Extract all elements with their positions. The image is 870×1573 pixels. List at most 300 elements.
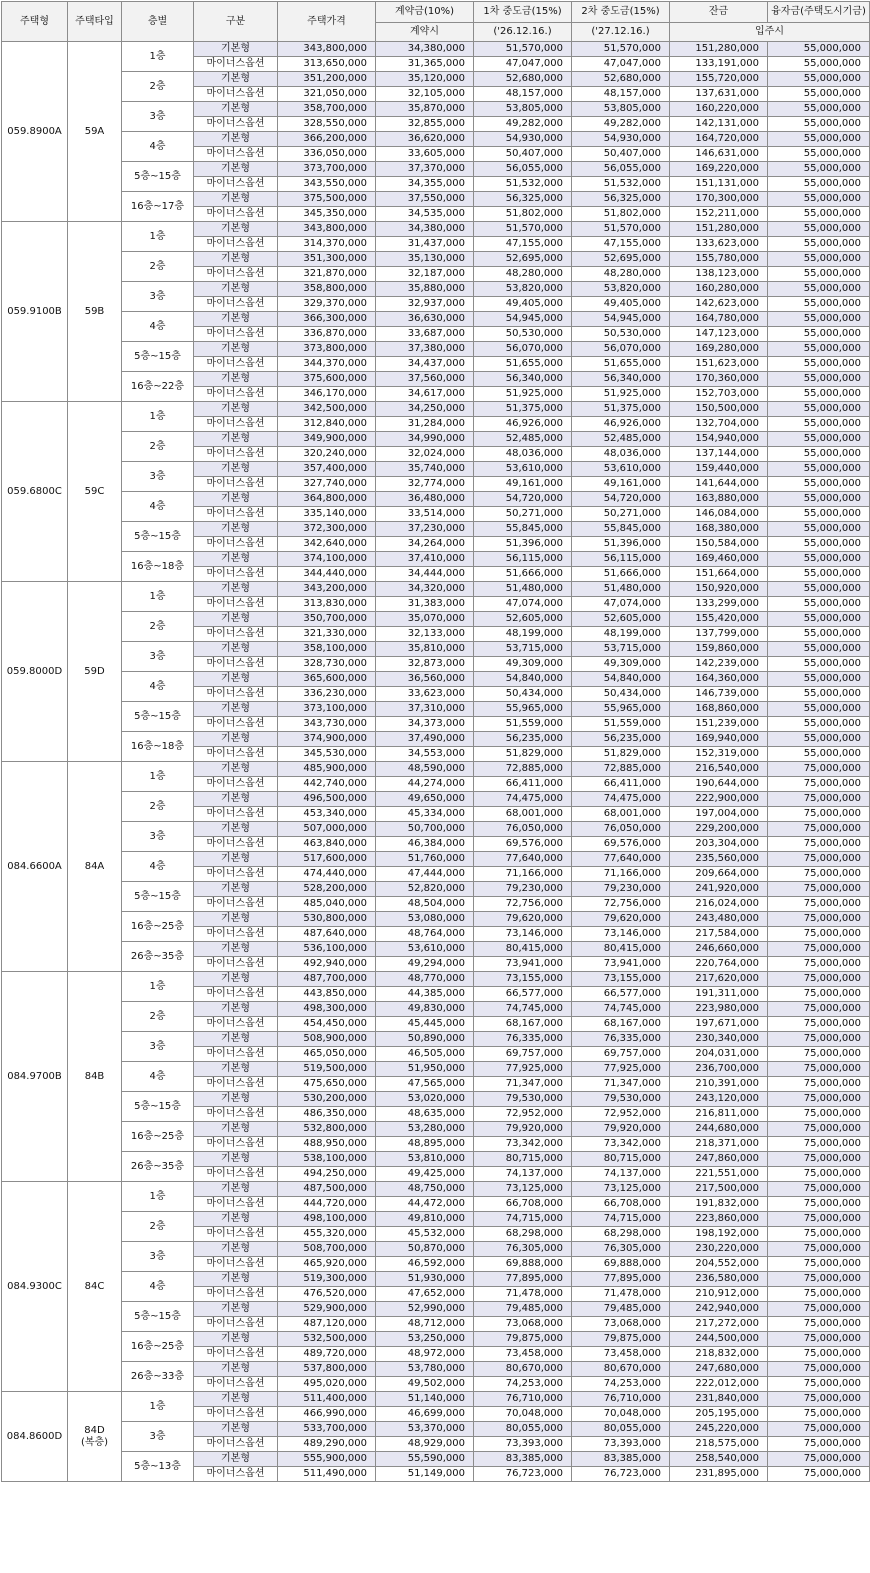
mid2-cell: 70,048,000 — [572, 1407, 670, 1422]
balance-cell: 245,220,000 — [670, 1422, 768, 1437]
table-row — [2, 1092, 870, 1107]
price-cell: 343,200,000 — [278, 582, 376, 597]
table-row — [2, 762, 870, 777]
loan-cell: 55,000,000 — [768, 387, 870, 402]
loan-cell: 75,000,000 — [768, 1407, 870, 1422]
loan-cell: 55,000,000 — [768, 552, 870, 567]
mid2-cell: 51,829,000 — [572, 747, 670, 762]
mid2-cell: 51,559,000 — [572, 717, 670, 732]
deposit-cell: 36,620,000 — [376, 132, 474, 147]
price-cell: 494,250,000 — [278, 1167, 376, 1182]
mid1-cell: 48,199,000 — [474, 627, 572, 642]
deposit-cell: 49,425,000 — [376, 1167, 474, 1182]
mid2-cell: 54,840,000 — [572, 672, 670, 687]
deposit-cell: 53,250,000 — [376, 1332, 474, 1347]
deposit-cell: 55,590,000 — [376, 1452, 474, 1467]
deposit-cell: 53,810,000 — [376, 1152, 474, 1167]
mid2-cell: 79,530,000 — [572, 1092, 670, 1107]
option-cell: 마이너스옵션 — [194, 987, 278, 1002]
mid1-cell: 73,393,000 — [474, 1437, 572, 1452]
deposit-cell: 31,437,000 — [376, 237, 474, 252]
mid2-cell: 50,271,000 — [572, 507, 670, 522]
table-row — [2, 1452, 870, 1467]
header-floor: 층별 — [122, 2, 194, 42]
balance-cell: 133,191,000 — [670, 57, 768, 72]
floor-cell: 1층 — [122, 972, 194, 1002]
floor-cell: 4층 — [122, 852, 194, 882]
mid2-cell: 51,532,000 — [572, 177, 670, 192]
floor-cell: 3층 — [122, 1242, 194, 1272]
option-cell: 기본형 — [194, 1422, 278, 1437]
subheader-deposit: 계약시 — [376, 23, 474, 42]
option-cell: 기본형 — [194, 162, 278, 177]
option-cell: 마이너스옵션 — [194, 1467, 278, 1482]
loan-cell: 75,000,000 — [768, 1437, 870, 1452]
deposit-cell: 34,355,000 — [376, 177, 474, 192]
option-cell: 기본형 — [194, 1092, 278, 1107]
balance-cell: 138,123,000 — [670, 267, 768, 282]
table-row — [2, 1212, 870, 1227]
mid1-cell: 54,840,000 — [474, 672, 572, 687]
mid2-cell: 72,885,000 — [572, 762, 670, 777]
type-code-cell: 59B — [68, 222, 122, 402]
balance-cell: 218,832,000 — [670, 1347, 768, 1362]
balance-cell: 151,239,000 — [670, 717, 768, 732]
mid1-cell: 68,001,000 — [474, 807, 572, 822]
price-cell: 453,340,000 — [278, 807, 376, 822]
mid1-cell: 73,155,000 — [474, 972, 572, 987]
deposit-cell: 45,334,000 — [376, 807, 474, 822]
mid1-cell: 50,407,000 — [474, 147, 572, 162]
option-cell: 기본형 — [194, 552, 278, 567]
mid2-cell: 68,001,000 — [572, 807, 670, 822]
price-cell: 496,500,000 — [278, 792, 376, 807]
mid1-cell: 74,745,000 — [474, 1002, 572, 1017]
price-cell: 487,640,000 — [278, 927, 376, 942]
loan-cell: 75,000,000 — [768, 1377, 870, 1392]
deposit-cell: 32,105,000 — [376, 87, 474, 102]
option-cell: 기본형 — [194, 372, 278, 387]
price-cell: 345,530,000 — [278, 747, 376, 762]
deposit-cell: 51,149,000 — [376, 1467, 474, 1482]
loan-cell: 55,000,000 — [768, 432, 870, 447]
table-row — [2, 702, 870, 717]
mid1-cell: 56,235,000 — [474, 732, 572, 747]
mid2-cell: 51,570,000 — [572, 42, 670, 57]
option-cell: 마이너스옵션 — [194, 1137, 278, 1152]
type-cell: 059.8000D — [2, 582, 68, 762]
deposit-cell: 53,370,000 — [376, 1422, 474, 1437]
mid2-cell: 56,340,000 — [572, 372, 670, 387]
floor-cell: 5층~15층 — [122, 522, 194, 552]
loan-cell: 75,000,000 — [768, 957, 870, 972]
loan-cell: 75,000,000 — [768, 897, 870, 912]
mid2-cell: 51,570,000 — [572, 222, 670, 237]
header-option: 구분 — [194, 2, 278, 42]
mid2-cell: 50,407,000 — [572, 147, 670, 162]
table-row — [2, 1062, 870, 1077]
balance-cell: 151,280,000 — [670, 42, 768, 57]
price-cell: 507,000,000 — [278, 822, 376, 837]
option-cell: 마이너스옵션 — [194, 567, 278, 582]
floor-cell: 5층~15층 — [122, 162, 194, 192]
deposit-cell: 34,380,000 — [376, 222, 474, 237]
price-cell: 508,900,000 — [278, 1032, 376, 1047]
loan-cell: 75,000,000 — [768, 1272, 870, 1287]
option-cell: 마이너스옵션 — [194, 1227, 278, 1242]
deposit-cell: 48,770,000 — [376, 972, 474, 987]
deposit-cell: 51,950,000 — [376, 1062, 474, 1077]
balance-cell: 247,680,000 — [670, 1362, 768, 1377]
balance-cell: 244,500,000 — [670, 1332, 768, 1347]
subheader-mid2: ('27.12.16.) — [572, 23, 670, 42]
price-cell: 320,240,000 — [278, 447, 376, 462]
mid1-cell: 51,802,000 — [474, 207, 572, 222]
balance-cell: 150,920,000 — [670, 582, 768, 597]
option-cell: 마이너스옵션 — [194, 1047, 278, 1062]
price-cell: 444,720,000 — [278, 1197, 376, 1212]
mid2-cell: 71,347,000 — [572, 1077, 670, 1092]
balance-cell: 160,280,000 — [670, 282, 768, 297]
mid2-cell: 53,610,000 — [572, 462, 670, 477]
mid2-cell: 56,325,000 — [572, 192, 670, 207]
header-balance: 잔금 — [670, 2, 768, 23]
price-cell: 358,800,000 — [278, 282, 376, 297]
balance-cell: 216,540,000 — [670, 762, 768, 777]
mid2-cell: 80,055,000 — [572, 1422, 670, 1437]
price-cell: 465,050,000 — [278, 1047, 376, 1062]
option-cell: 마이너스옵션 — [194, 1197, 278, 1212]
deposit-cell: 34,990,000 — [376, 432, 474, 447]
option-cell: 마이너스옵션 — [194, 1437, 278, 1452]
deposit-cell: 35,130,000 — [376, 252, 474, 267]
mid2-cell: 52,605,000 — [572, 612, 670, 627]
balance-cell: 217,500,000 — [670, 1182, 768, 1197]
loan-cell: 75,000,000 — [768, 1227, 870, 1242]
balance-cell: 230,340,000 — [670, 1032, 768, 1047]
mid2-cell: 49,161,000 — [572, 477, 670, 492]
deposit-cell: 33,687,000 — [376, 327, 474, 342]
deposit-cell: 48,635,000 — [376, 1107, 474, 1122]
price-cell: 498,300,000 — [278, 1002, 376, 1017]
option-cell: 마이너스옵션 — [194, 807, 278, 822]
deposit-cell: 32,187,000 — [376, 267, 474, 282]
mid2-cell: 68,298,000 — [572, 1227, 670, 1242]
mid1-cell: 76,723,000 — [474, 1467, 572, 1482]
deposit-cell: 51,930,000 — [376, 1272, 474, 1287]
price-cell: 321,330,000 — [278, 627, 376, 642]
mid2-cell: 66,411,000 — [572, 777, 670, 792]
option-cell: 기본형 — [194, 102, 278, 117]
option-cell: 마이너스옵션 — [194, 657, 278, 672]
balance-cell: 246,660,000 — [670, 942, 768, 957]
floor-cell: 16층~25층 — [122, 912, 194, 942]
deposit-cell: 34,250,000 — [376, 402, 474, 417]
balance-cell: 191,832,000 — [670, 1197, 768, 1212]
price-cell: 454,450,000 — [278, 1017, 376, 1032]
mid1-cell: 51,925,000 — [474, 387, 572, 402]
option-cell: 마이너스옵션 — [194, 447, 278, 462]
mid2-cell: 77,895,000 — [572, 1272, 670, 1287]
mid1-cell: 73,342,000 — [474, 1137, 572, 1152]
deposit-cell: 48,712,000 — [376, 1317, 474, 1332]
balance-cell: 210,391,000 — [670, 1077, 768, 1092]
mid2-cell: 53,715,000 — [572, 642, 670, 657]
loan-cell: 75,000,000 — [768, 1167, 870, 1182]
mid2-cell: 73,342,000 — [572, 1137, 670, 1152]
table-row — [2, 192, 870, 207]
balance-cell: 198,192,000 — [670, 1227, 768, 1242]
mid2-cell: 51,375,000 — [572, 402, 670, 417]
deposit-cell: 35,120,000 — [376, 72, 474, 87]
balance-cell: 243,120,000 — [670, 1092, 768, 1107]
loan-cell: 75,000,000 — [768, 1062, 870, 1077]
loan-cell: 55,000,000 — [768, 687, 870, 702]
balance-cell: 218,371,000 — [670, 1137, 768, 1152]
loan-cell: 55,000,000 — [768, 402, 870, 417]
balance-cell: 133,623,000 — [670, 237, 768, 252]
balance-cell: 231,840,000 — [670, 1392, 768, 1407]
loan-cell: 55,000,000 — [768, 102, 870, 117]
price-cell: 519,500,000 — [278, 1062, 376, 1077]
floor-cell: 16층~18층 — [122, 732, 194, 762]
floor-cell: 16층~25층 — [122, 1122, 194, 1152]
price-cell: 489,720,000 — [278, 1347, 376, 1362]
loan-cell: 55,000,000 — [768, 582, 870, 597]
floor-cell: 2층 — [122, 72, 194, 102]
price-cell: 321,050,000 — [278, 87, 376, 102]
price-cell: 532,500,000 — [278, 1332, 376, 1347]
loan-cell: 75,000,000 — [768, 987, 870, 1002]
price-cell: 555,900,000 — [278, 1452, 376, 1467]
mid1-cell: 47,155,000 — [474, 237, 572, 252]
type-cell: 084.6600A — [2, 762, 68, 972]
price-cell: 329,370,000 — [278, 297, 376, 312]
header-deposit: 계약금(10%) — [376, 2, 474, 23]
balance-cell: 216,024,000 — [670, 897, 768, 912]
deposit-cell: 45,532,000 — [376, 1227, 474, 1242]
loan-cell: 75,000,000 — [768, 1212, 870, 1227]
option-cell: 마이너스옵션 — [194, 1017, 278, 1032]
balance-cell: 258,540,000 — [670, 1452, 768, 1467]
price-cell: 538,100,000 — [278, 1152, 376, 1167]
price-cell: 442,740,000 — [278, 777, 376, 792]
mid1-cell: 55,845,000 — [474, 522, 572, 537]
loan-cell: 75,000,000 — [768, 822, 870, 837]
price-cell: 375,500,000 — [278, 192, 376, 207]
type-code-cell: 84A — [68, 762, 122, 972]
balance-cell: 151,664,000 — [670, 567, 768, 582]
mid1-cell: 71,478,000 — [474, 1287, 572, 1302]
mid1-cell: 53,805,000 — [474, 102, 572, 117]
option-cell: 기본형 — [194, 522, 278, 537]
balance-cell: 236,700,000 — [670, 1062, 768, 1077]
floor-cell: 4층 — [122, 672, 194, 702]
table-row — [2, 792, 870, 807]
table-row — [2, 1122, 870, 1137]
balance-cell: 142,131,000 — [670, 117, 768, 132]
option-cell: 기본형 — [194, 1002, 278, 1017]
mid1-cell: 49,309,000 — [474, 657, 572, 672]
mid1-cell: 51,375,000 — [474, 402, 572, 417]
price-cell: 344,370,000 — [278, 357, 376, 372]
mid2-cell: 53,820,000 — [572, 282, 670, 297]
floor-cell: 26층~35층 — [122, 942, 194, 972]
table-row — [2, 222, 870, 237]
mid2-cell: 47,074,000 — [572, 597, 670, 612]
price-cell: 465,920,000 — [278, 1257, 376, 1272]
option-cell: 마이너스옵션 — [194, 117, 278, 132]
deposit-cell: 32,133,000 — [376, 627, 474, 642]
table-row — [2, 522, 870, 537]
balance-cell: 151,280,000 — [670, 222, 768, 237]
deposit-cell: 49,294,000 — [376, 957, 474, 972]
option-cell: 기본형 — [194, 582, 278, 597]
mid1-cell: 79,485,000 — [474, 1302, 572, 1317]
option-cell: 기본형 — [194, 342, 278, 357]
balance-cell: 159,440,000 — [670, 462, 768, 477]
balance-cell: 147,123,000 — [670, 327, 768, 342]
mid1-cell: 49,282,000 — [474, 117, 572, 132]
option-cell: 마이너스옵션 — [194, 147, 278, 162]
option-cell: 마이너스옵션 — [194, 1077, 278, 1092]
deposit-cell: 34,437,000 — [376, 357, 474, 372]
option-cell: 기본형 — [194, 642, 278, 657]
mid2-cell: 74,137,000 — [572, 1167, 670, 1182]
balance-cell: 142,623,000 — [670, 297, 768, 312]
deposit-cell: 37,370,000 — [376, 162, 474, 177]
loan-cell: 75,000,000 — [768, 1362, 870, 1377]
floor-cell: 16층~18층 — [122, 552, 194, 582]
balance-cell: 151,623,000 — [670, 357, 768, 372]
loan-cell: 55,000,000 — [768, 252, 870, 267]
mid1-cell: 50,271,000 — [474, 507, 572, 522]
loan-cell: 55,000,000 — [768, 282, 870, 297]
loan-cell: 75,000,000 — [768, 1317, 870, 1332]
option-cell: 마이너스옵션 — [194, 1407, 278, 1422]
mid2-cell: 69,576,000 — [572, 837, 670, 852]
deposit-cell: 48,764,000 — [376, 927, 474, 942]
balance-cell: 244,680,000 — [670, 1122, 768, 1137]
balance-cell: 222,012,000 — [670, 1377, 768, 1392]
floor-cell: 1층 — [122, 402, 194, 432]
subheader-settle: 입주시 — [670, 23, 870, 42]
table-row — [2, 942, 870, 957]
balance-cell: 217,272,000 — [670, 1317, 768, 1332]
deposit-cell: 34,444,000 — [376, 567, 474, 582]
option-cell: 마이너스옵션 — [194, 387, 278, 402]
option-cell: 마이너스옵션 — [194, 417, 278, 432]
mid2-cell: 76,723,000 — [572, 1467, 670, 1482]
price-cell: 487,700,000 — [278, 972, 376, 987]
price-cell: 343,800,000 — [278, 222, 376, 237]
balance-cell: 191,311,000 — [670, 987, 768, 1002]
loan-cell: 55,000,000 — [768, 657, 870, 672]
deposit-cell: 48,750,000 — [376, 1182, 474, 1197]
price-cell: 476,520,000 — [278, 1287, 376, 1302]
mid2-cell: 48,199,000 — [572, 627, 670, 642]
deposit-cell: 46,592,000 — [376, 1257, 474, 1272]
price-cell: 373,700,000 — [278, 162, 376, 177]
mid1-cell: 53,715,000 — [474, 642, 572, 657]
mid1-cell: 66,411,000 — [474, 777, 572, 792]
mid1-cell: 80,715,000 — [474, 1152, 572, 1167]
mid1-cell: 53,610,000 — [474, 462, 572, 477]
option-cell: 기본형 — [194, 492, 278, 507]
price-cell: 313,650,000 — [278, 57, 376, 72]
table-row — [2, 822, 870, 837]
option-cell: 마이너스옵션 — [194, 747, 278, 762]
table-row — [2, 852, 870, 867]
price-cell: 508,700,000 — [278, 1242, 376, 1257]
mid1-cell: 76,305,000 — [474, 1242, 572, 1257]
table-row — [2, 582, 870, 597]
deposit-cell: 36,480,000 — [376, 492, 474, 507]
mid2-cell: 47,047,000 — [572, 57, 670, 72]
loan-cell: 55,000,000 — [768, 627, 870, 642]
deposit-cell: 51,140,000 — [376, 1392, 474, 1407]
floor-cell: 3층 — [122, 102, 194, 132]
type-cell: 084.8600D — [2, 1392, 68, 1482]
mid2-cell: 55,845,000 — [572, 522, 670, 537]
mid2-cell: 51,396,000 — [572, 537, 670, 552]
mid2-cell: 72,756,000 — [572, 897, 670, 912]
mid1-cell: 69,888,000 — [474, 1257, 572, 1272]
mid1-cell: 46,926,000 — [474, 417, 572, 432]
deposit-cell: 44,472,000 — [376, 1197, 474, 1212]
price-cell: 343,730,000 — [278, 717, 376, 732]
price-cell: 342,500,000 — [278, 402, 376, 417]
option-cell: 마이너스옵션 — [194, 507, 278, 522]
table-row — [2, 1032, 870, 1047]
loan-cell: 55,000,000 — [768, 462, 870, 477]
loan-cell: 75,000,000 — [768, 972, 870, 987]
deposit-cell: 51,760,000 — [376, 852, 474, 867]
balance-cell: 164,780,000 — [670, 312, 768, 327]
deposit-cell: 49,810,000 — [376, 1212, 474, 1227]
price-table — [1, 1, 870, 1482]
mid1-cell: 79,875,000 — [474, 1332, 572, 1347]
mid2-cell: 74,475,000 — [572, 792, 670, 807]
balance-cell: 132,704,000 — [670, 417, 768, 432]
mid2-cell: 51,802,000 — [572, 207, 670, 222]
mid2-cell: 73,393,000 — [572, 1437, 670, 1452]
mid2-cell: 73,068,000 — [572, 1317, 670, 1332]
table-row — [2, 732, 870, 747]
option-cell: 마이너스옵션 — [194, 57, 278, 72]
option-cell: 마이너스옵션 — [194, 1167, 278, 1182]
option-cell: 기본형 — [194, 192, 278, 207]
mid2-cell: 77,925,000 — [572, 1062, 670, 1077]
loan-cell: 75,000,000 — [768, 1302, 870, 1317]
option-cell: 기본형 — [194, 1062, 278, 1077]
mid2-cell: 79,485,000 — [572, 1302, 670, 1317]
option-cell: 기본형 — [194, 132, 278, 147]
floor-cell: 26층~33층 — [122, 1362, 194, 1392]
deposit-cell: 34,617,000 — [376, 387, 474, 402]
price-cell: 455,320,000 — [278, 1227, 376, 1242]
price-cell: 474,440,000 — [278, 867, 376, 882]
option-cell: 기본형 — [194, 282, 278, 297]
table-row — [2, 312, 870, 327]
balance-cell: 137,799,000 — [670, 627, 768, 642]
table-row — [2, 1002, 870, 1017]
deposit-cell: 53,610,000 — [376, 942, 474, 957]
balance-cell: 243,480,000 — [670, 912, 768, 927]
mid1-cell: 74,475,000 — [474, 792, 572, 807]
balance-cell: 150,584,000 — [670, 537, 768, 552]
price-cell: 328,550,000 — [278, 117, 376, 132]
